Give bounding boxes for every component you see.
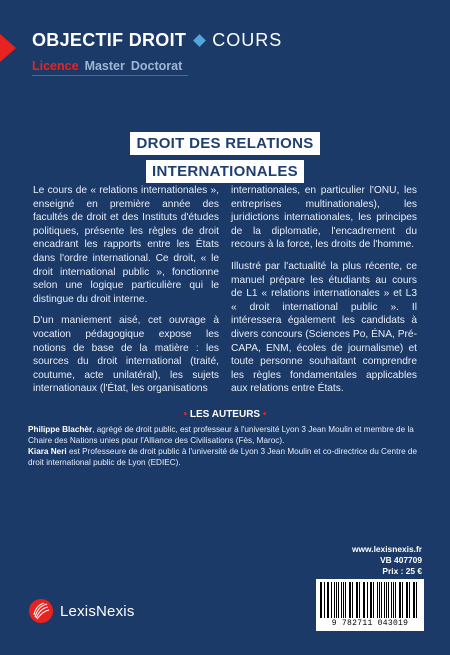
authors-bios (28, 424, 424, 468)
barcode-bar (384, 582, 385, 618)
barcode-bar (409, 582, 410, 618)
author-text: est Professeure de droit public à l'université de Lyon 3 Jean Moulin et co-directrice du Centre de droit international public de Lyon (EDIEC). (28, 447, 418, 467)
barcode-bar (336, 582, 337, 618)
level-licence: Licence (32, 59, 79, 73)
text-column-left (33, 184, 219, 404)
series-main: OBJECTIF DROIT (32, 30, 187, 50)
barcode-bar (359, 582, 360, 618)
bullet-icon: • (183, 409, 188, 420)
publisher-logo (28, 598, 135, 624)
barcode-bar (324, 582, 325, 618)
lexisnexis-logo-icon (28, 598, 54, 624)
website: www.lexisnexis.fr (352, 544, 422, 554)
author-text: , agrégé de droit public, est professeur à l'université Lyon 3 Jean Moulin et membre de la Chaire des Nations unies pour l'Alliance des Civilisations (Fès, Maroc). (28, 425, 414, 445)
barcode-bar (391, 582, 392, 618)
barcode (316, 579, 424, 631)
level-doctorat: Doctorat (130, 59, 183, 73)
barcode-bar (416, 582, 417, 618)
barcode-bar (377, 582, 378, 618)
text-column-right (231, 184, 417, 404)
title-line-1: DROIT DES RELATIONS (130, 132, 319, 155)
paragraph: internationales, en particulier l'ONU, les entreprises multinationales), les juridictions internationales, les principes de la diplomatie, l'encadrement du recours à la force, les droits de l'homme. (231, 185, 417, 251)
level-list (32, 59, 182, 73)
level-master: Master (84, 59, 125, 73)
paragraph: Illustré par l'actualité la plus récente, ce manuel prépare les étudiants au cours de L1 « relations internationales » et L3 « droit international public ». Il intéressera également les candidats à divers concours (Sciences Po, ÉNA, Pré-CAPA, ENM, écoles de journalisme) et toute personne souhaitant comprendre les règles fondamentales applicables aux relations entre États. (231, 260, 417, 395)
series-sub: COURS (212, 30, 283, 50)
barcode-bar (331, 582, 332, 618)
barcode-bar (352, 582, 353, 618)
publisher-name: LexisNexis (60, 602, 135, 620)
bullet-icon: • (262, 409, 267, 420)
reference: VB 407709 (380, 555, 422, 565)
authors-heading (0, 409, 450, 420)
barcode-bar (402, 582, 403, 618)
paragraph: D'un maniement aisé, cet ouvrage à vocation pédagogique expose les notions de base de la matière : les sources du droit international (traité, coutume, acte unilatéral), les sujets internationaux (l'État, les organisations (33, 315, 219, 395)
barcode-bars (320, 582, 420, 618)
book-title (0, 132, 450, 183)
price: Prix : 25 € (382, 566, 422, 576)
barcode-bar (373, 582, 374, 618)
author-name: Kiara Neri (28, 447, 67, 456)
diamond-icon (193, 34, 206, 47)
barcode-bar (364, 582, 365, 618)
barcode-bar (395, 582, 396, 618)
author-name: Philippe Blachèr (28, 425, 93, 434)
level-underline (32, 75, 188, 76)
authors-heading-text: LES AUTEURS (189, 409, 261, 420)
title-line-2: INTERNATIONALES (146, 160, 304, 183)
series-title (32, 30, 282, 51)
barcode-digits: 9 782711 043019 (331, 619, 409, 628)
red-corner-mark (0, 34, 16, 62)
barcode-bar (343, 582, 344, 618)
author-bio (28, 424, 424, 446)
author-bio (28, 446, 424, 468)
paragraph: Le cours de « relations internationales », enseigné en première année des facultés de droit et des Instituts d'études politiques, présente les règles de droit encadrant les rapports entre les États dans l'ordre international. Ce droit, « le droit international public », fonctionne selon une logique particulière qui le distingue du droit interne. (33, 185, 219, 305)
barcode-bar (345, 582, 346, 618)
